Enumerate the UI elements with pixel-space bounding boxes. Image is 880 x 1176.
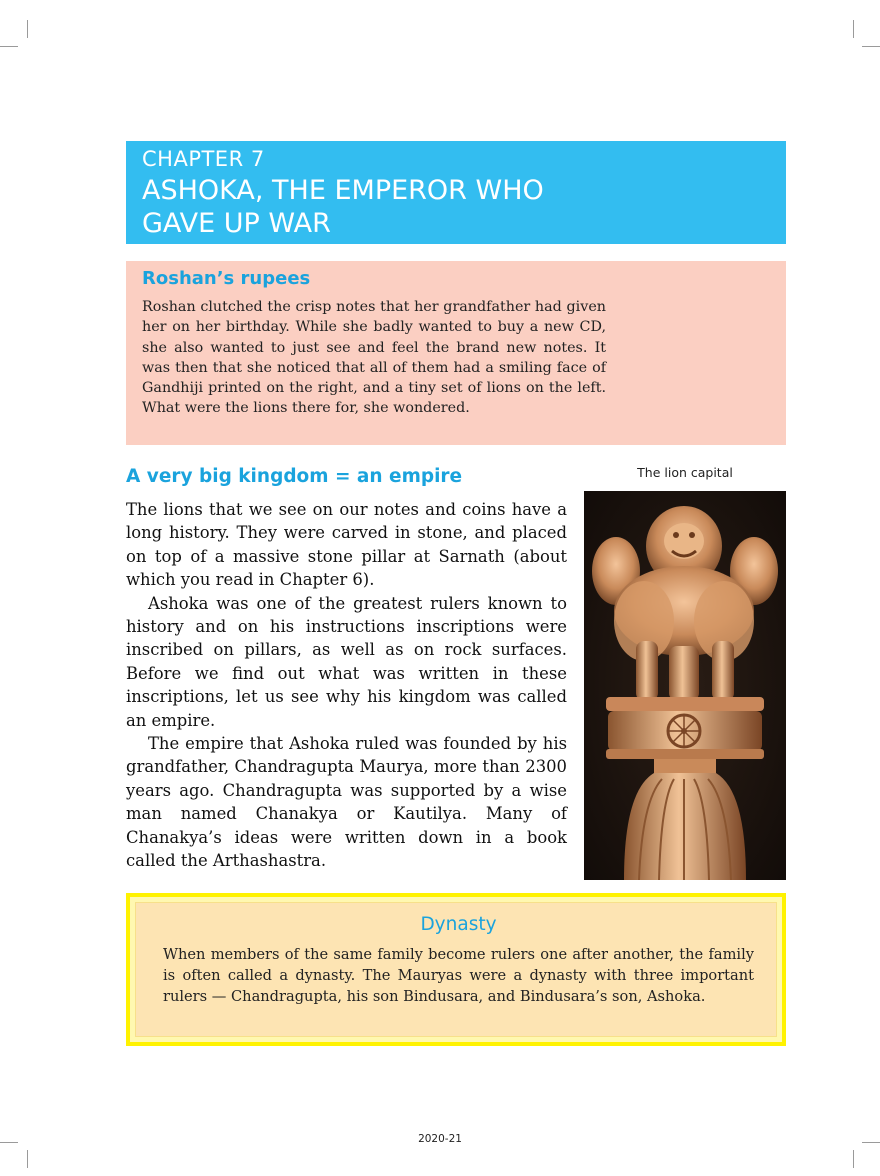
intro-text: Roshan clutched the crisp notes that her grandfather had given her on her birthday. While she badly wanted to buy a new CD, she also wanted to just see and feel the brand new notes. It was then that she noticed that all of them had a smiling face of Gandhiji printed on the right, and a tiny set of lions on the left. What were the lions there for, she wondered.: [142, 299, 606, 417]
lion-capital-image: [584, 491, 786, 880]
paragraph: Ashoka was one of the greatest rulers known to history and on his instructions inscriptions were inscribed on pillars, as well as on rock surfaces. Before we find out what was written in these inscriptions, let us see why his kingdom was called an empire.: [126, 593, 567, 730]
dynasty-heading: Dynasty: [420, 914, 497, 935]
chapter-number: CHAPTER 7: [142, 147, 265, 171]
section-heading: A very big kingdom = an empire: [126, 466, 463, 487]
main-text: [126, 498, 567, 873]
intro-box: [126, 261, 786, 445]
crop-mark: [853, 1150, 854, 1168]
crop-mark: [27, 1150, 28, 1168]
chapter-title-line-1: ASHOKA, THE EMPEROR WHO: [142, 175, 544, 206]
paragraph: The empire that Ashoka ruled was founded by his grandfather, Chandragupta Maurya, more than 2300 years ago. Chandragupta was supported by a wise man named Chanakya or Kautilya. Many of Chanakya’s ideas were written down in a book called the Arthashastra.: [126, 734, 567, 871]
figure-caption: The lion capital: [637, 465, 733, 480]
crop-mark: [862, 46, 880, 47]
chapter-banner: [126, 141, 786, 244]
lion-capital-illustration: [584, 491, 786, 880]
crop-mark: [853, 20, 854, 38]
dynasty-box-inner: [135, 902, 777, 1037]
crop-mark: [0, 46, 18, 47]
chapter-title: [142, 174, 786, 240]
dynasty-box: [126, 893, 786, 1046]
chapter-title-line-2: GAVE UP WAR: [142, 208, 331, 239]
crop-mark: [27, 20, 28, 38]
dynasty-text: When members of the same family become rulers one after another, the family is often called a dynasty. The Mauryas were a dynasty with three important rulers — Chandragupta, his son Bindusara, and Bindusara’s son, Ashoka.: [163, 946, 754, 1005]
intro-heading: Roshan’s rupees: [142, 268, 311, 289]
paragraph: The lions that we see on our notes and coins have a long history. They were carved in stone, and placed on top of a massive stone pillar at Sarnath (about which you read in Chapter 6).: [126, 500, 567, 590]
footer-year: 2020-21: [418, 1133, 462, 1145]
